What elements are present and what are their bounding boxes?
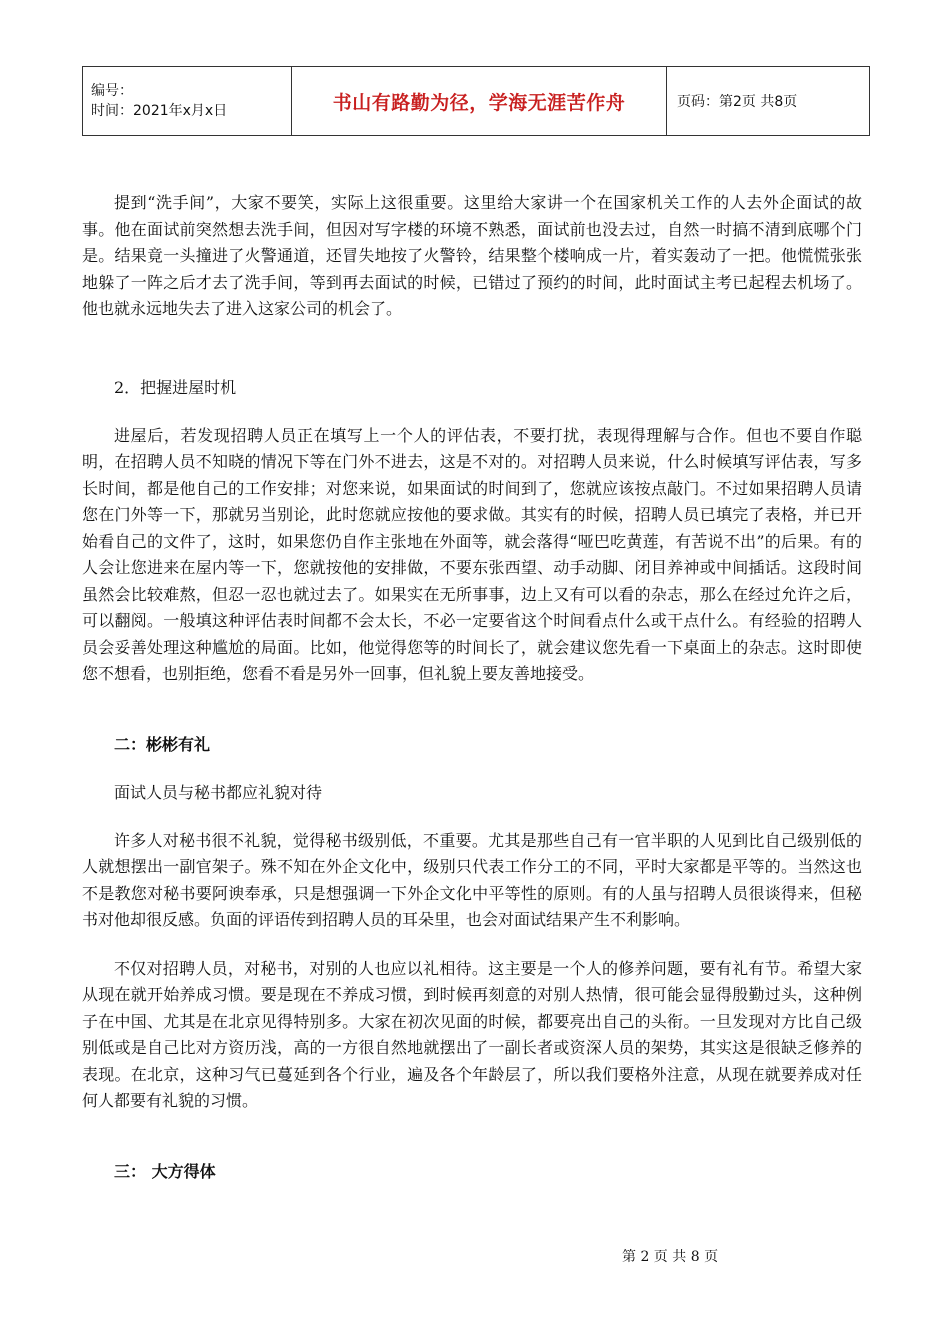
header-motto-cell — [292, 67, 667, 136]
heading-appropriate: 三： 大方得体 — [114, 1161, 216, 1181]
header-table — [82, 66, 870, 136]
paragraph-secretary: 许多人对秘书很不礼貌，觉得秘书级别低，不重要。尤其是那些自己有一官半职的人见到比自己级别低的人就想摆出一副官架子。殊不知在外企文化中，级别只代表工作分工的不同，平时大家都是平等的。当然这也不是教您对秘书要阿谀奉承，只是想强调一下外企文化中平等性的原则。有的人虽与招聘人员很谈得来，但秘书对他却很反感。负面的评语传到招聘人员的耳朵里，也会对面试结果产生不利影响。 — [82, 830, 862, 929]
page-footer: 第 2 页 共 8 页 — [622, 1249, 719, 1265]
heading-enter-timing: 2．把握进屋时机 — [114, 377, 237, 397]
motto-text: 书山有路勤为径，学海无涯苦作舟 — [332, 91, 626, 114]
subheading-courtesy: 面试人员与秘书都应礼貌对待 — [114, 782, 323, 802]
number-label: 编号： — [91, 83, 133, 99]
paragraph-enter-timing: 进屋后，若发现招聘人员正在填写上一个人的评估表，不要打扰，表现得理解与合作。但也不要自作聪明，在招聘人员不知晓的情况下等在门外不进去，这是不对的。对招聘人员来说，什么时候填写评估表，写多长时间，都是他自己的工作安排；对您来说，如果面试的时间到了，您就应该按点敲门。不过如果招聘人员请您在门外等一下，那就另当别论，此时您就应按他的要求做。其实有的时候，招聘人员已填完了表格，并已开始看自己的文件了，这时，如果您仍自作主张地在外面等，就会落得“哑巴吃黄莲，有苦说不出”的后果。有的人会让您进来在屋内等一下，您就按他的安排做，不要东张西望、动手动脚、闭目养神或中间插话。这段时间虽然会比较难熬，但忍一忍也就过去了。如果实在无所事事，边上又有可以看的杂志，那么在经过允许之后，可以翻阅。一般填这种评估表时间都不会太长，不必一定要省这个时间看点什么或干点什么。有经验的招聘人员会妥善处理这种尴尬的局面。比如，他觉得您等的时间长了，就会建议您先看一下桌面上的杂志。这时即使您不想看，也别拒绝，您看不看是另外一回事，但礼貌上要友善地接受。 — [82, 425, 862, 683]
paragraph-restroom-story: 提到“洗手间”，大家不要笑，实际上这很重要。这里给大家讲一个在国家机关工作的人去外企面试的故事。他在面试前突然想去洗手间，但因对写字楼的环境不熟悉，面试前也没去过，自然一时搞不清到底哪个门是。结果竟一头撞进了火警通道，还冒失地按了火警铃，结果整个楼响成一片，着实轰动了一把。他慌慌张张地躲了一阵之后才去了洗手间，等到再去面试的时候，已错过了预约的时间，此时面试主考已起程去机场了。他也就永远地失去了进入这家公司的机会了。 — [82, 193, 862, 318]
paragraph-manners: 不仅对招聘人员，对秘书，对别的人也应以礼相待。这主要是一个人的修养问题，要有礼有节。希望大家从现在就开始养成习惯。要是现在不养成习惯，到时候再刻意的对别人热情，很可能会显得殷勤过头，这种例子在中国、尤其是在北京见得特别多。大家在初次见面的时候，都要亮出自己的头衔。一旦发现对方比自己级别低或是自己比对方资历浅，高的一方很自然地就摆出了一副长者或资深人员的架势，其实这是很缺乏修养的表现。在北京，这种习气已蔓延到各个行业，遍及各个年龄层了，所以我们要格外注意，从现在就要养成对任何人都要有礼貌的习惯。 — [82, 958, 862, 1110]
document-body — [82, 190, 862, 1185]
header-page-label: 页码：第2页 共8页 — [677, 94, 798, 110]
date-label: 时间：2021年x月x日 — [91, 103, 228, 119]
header-page-cell — [667, 67, 870, 136]
header-meta-cell — [83, 67, 292, 136]
heading-courtesy: 二：彬彬有礼 — [114, 734, 211, 754]
